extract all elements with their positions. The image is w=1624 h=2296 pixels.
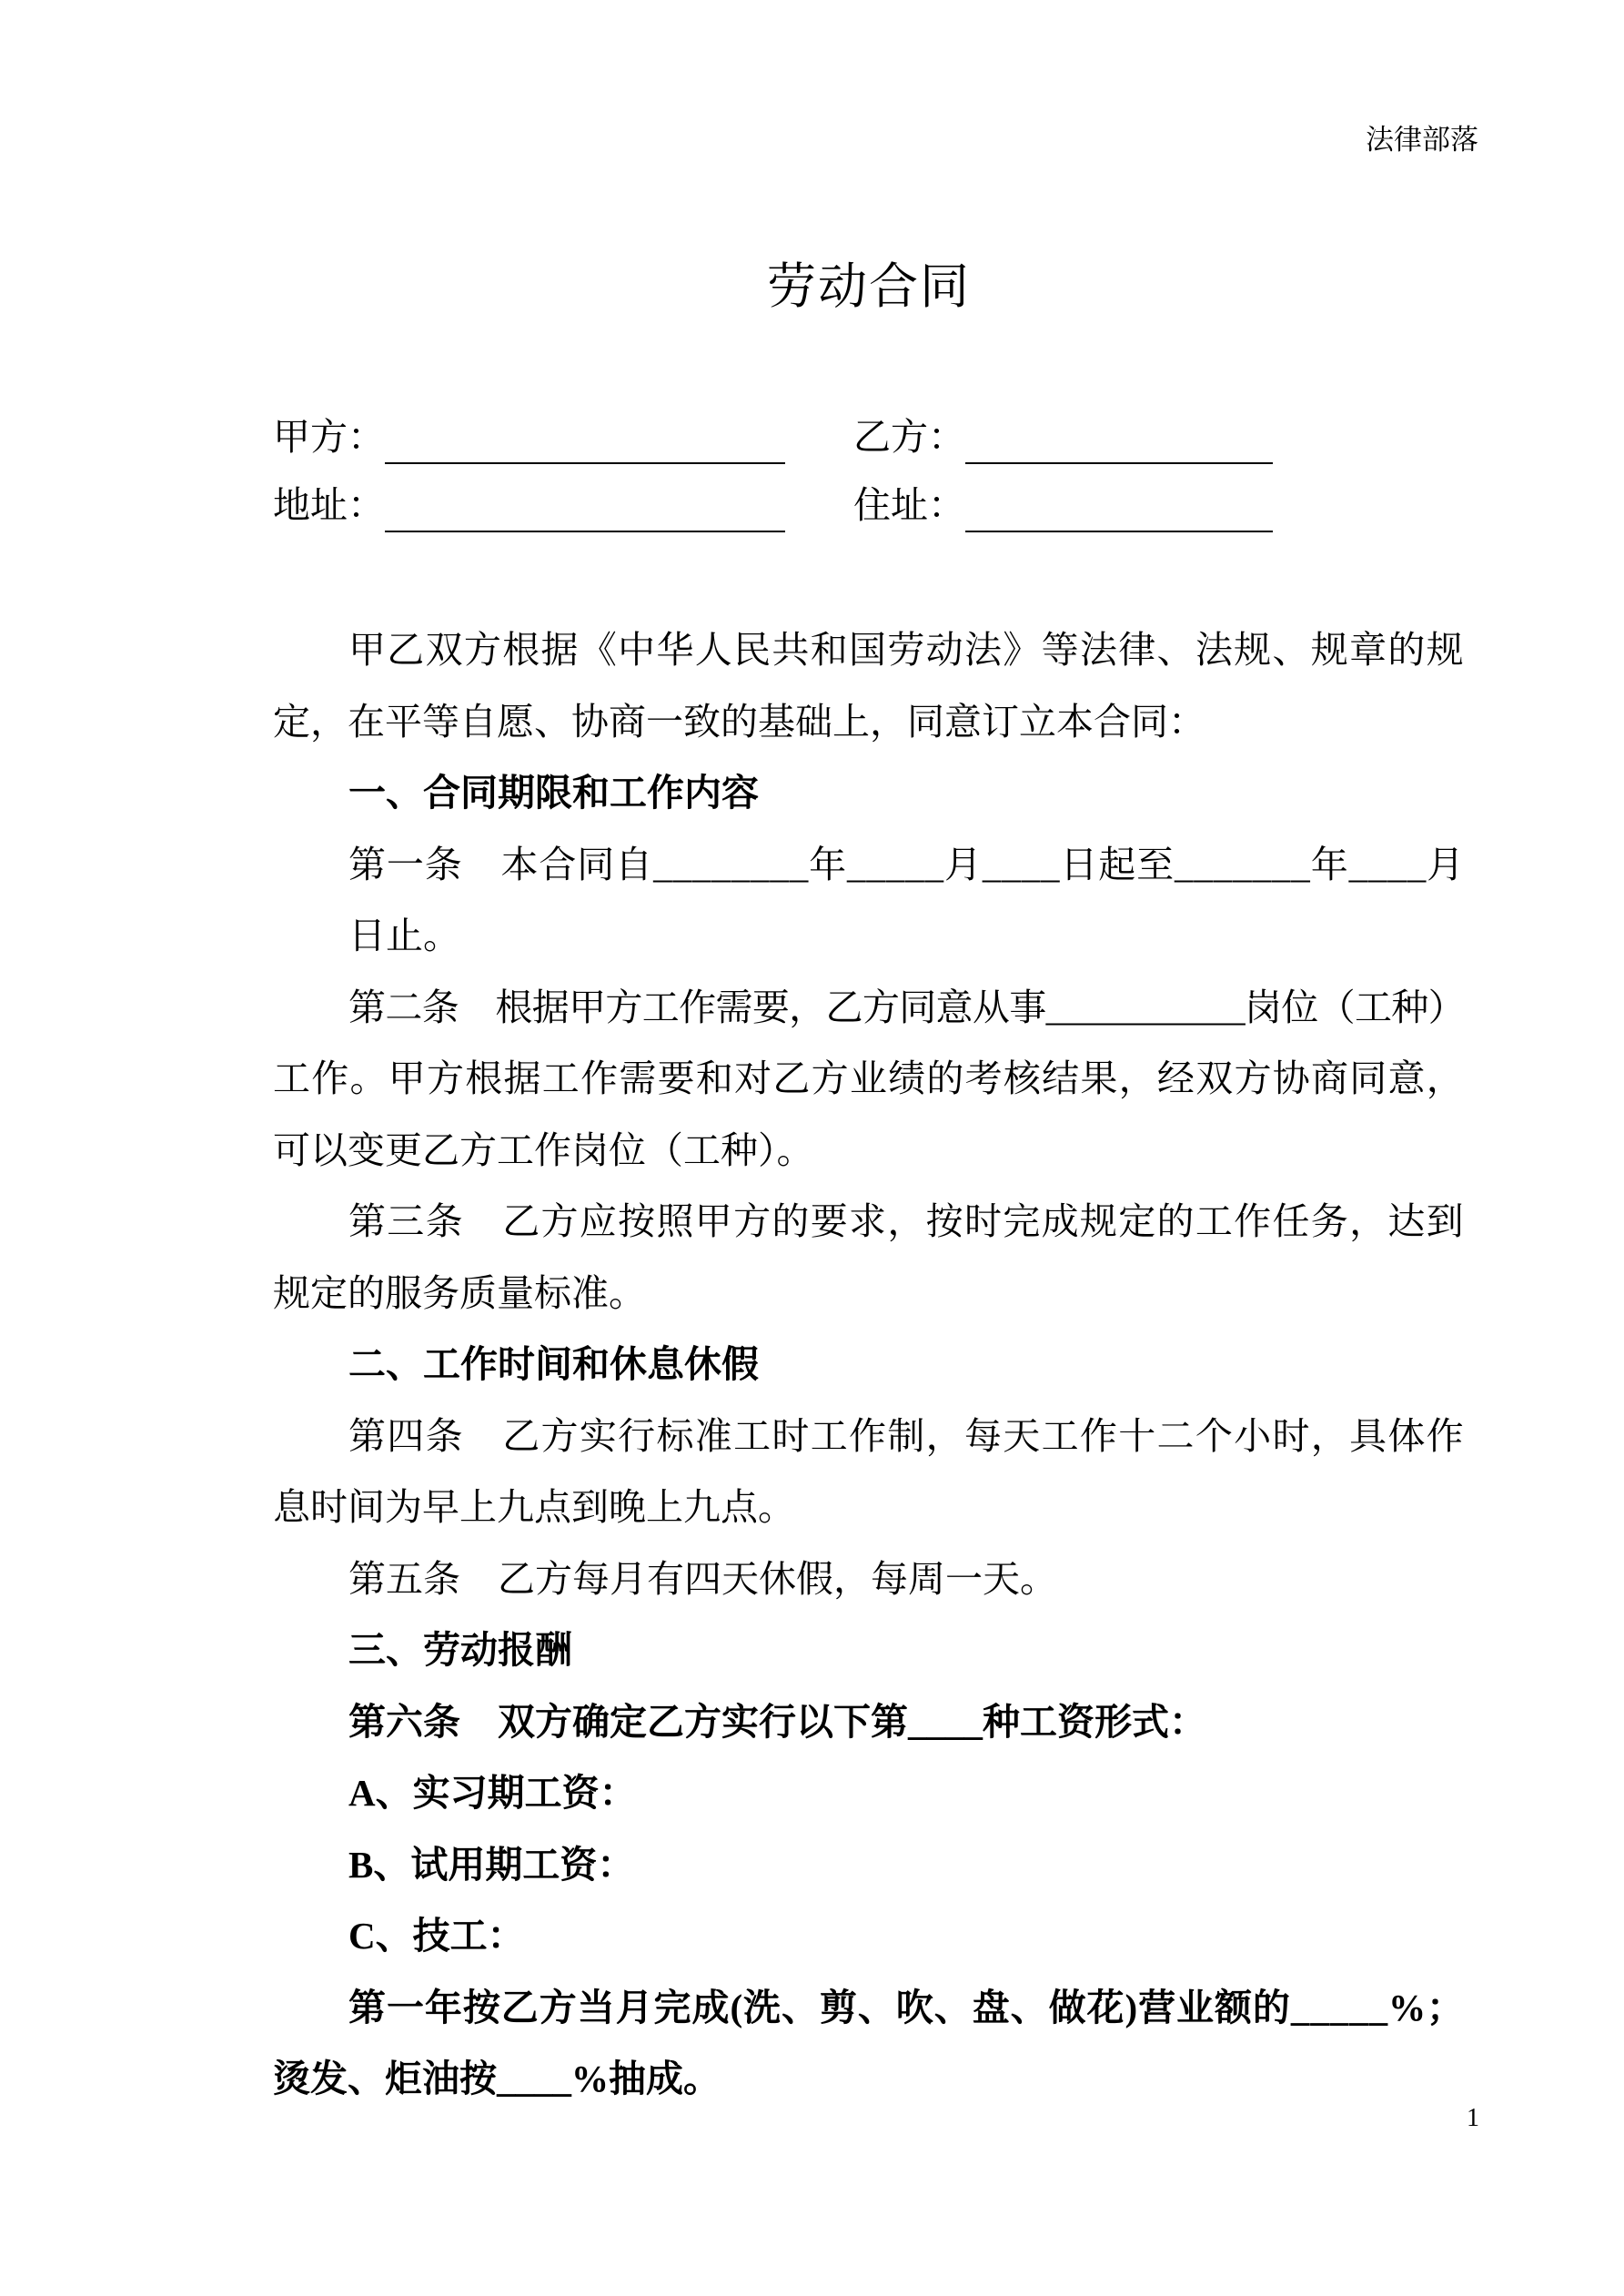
body-line: 第一年按乙方当月完成(洗、剪、吹、盘、做花)营业额的_____%； — [348, 1986, 1465, 2028]
address-a-row — [273, 478, 785, 532]
party-a-field[interactable] — [385, 422, 785, 464]
body-line: A、实习期工资： — [348, 1772, 637, 1814]
body-line: 烫发、炬油按____%抽成。 — [273, 2058, 721, 2099]
body-line: 规定的服务质量标准。 — [273, 1271, 646, 1314]
page-number: 1 — [1467, 2104, 1479, 2132]
body-line: 日止。 — [348, 915, 460, 956]
section-heading: 二、工作时间和休息休假 — [348, 1343, 759, 1385]
party-b-label: 乙方： — [853, 416, 965, 458]
party-a-label: 甲方： — [273, 416, 385, 458]
party-a-row — [273, 410, 785, 464]
address-b-row — [853, 478, 1273, 532]
body-line: B、试用期工资： — [348, 1843, 635, 1886]
body-line: 可以变更乙方工作岗位（工种）。 — [273, 1128, 814, 1171]
body-line: 第四条 乙方实行标准工时工作制，每天工作十二个小时，具体作 — [348, 1414, 1465, 1457]
body-line: 第五条 乙方每月有四天休假，每周一天。 — [348, 1557, 1057, 1600]
body-line: 第二条 根据甲方工作需要，乙方同意从事___________岗位（工种） — [348, 986, 1465, 1028]
section-heading: 一、合同期限和工作内容 — [348, 772, 759, 814]
body-line: C、技工： — [348, 1915, 525, 1957]
party-b-field[interactable] — [965, 422, 1273, 464]
document-title: 劳动合同 — [767, 259, 971, 314]
contract-body — [273, 614, 1467, 2115]
body-line: 第六条 双方确定乙方实行以下第____种工资形式： — [348, 1700, 1206, 1743]
header-brand: 法律部落 — [1366, 124, 1478, 156]
body-line: 第三条 乙方应按照甲方的要求，按时完成规定的工作任务，达到 — [348, 1200, 1465, 1242]
body-line: 息时间为早上九点到晚上九点。 — [273, 1486, 795, 1528]
address-a-field[interactable] — [385, 491, 785, 532]
address-b-field[interactable] — [965, 491, 1273, 532]
body-line: 第一条 本合同自________年_____月____日起至_______年____月 — [348, 843, 1465, 885]
address-b-label: 住址： — [853, 484, 965, 526]
body-line: 甲乙双方根据《中华人民共和国劳动法》等法律、法规、规章的规 — [348, 629, 1465, 671]
body-line: 定，在平等自愿、协商一致的基础上，同意订立本合同： — [273, 700, 1205, 743]
section-heading: 三、劳动报酬 — [348, 1629, 572, 1671]
party-b-row — [853, 410, 1273, 464]
address-a-label: 地址： — [273, 484, 385, 526]
body-line: 工作。甲方根据工作需要和对乙方业绩的考核结果，经双方协商同意， — [273, 1057, 1465, 1099]
